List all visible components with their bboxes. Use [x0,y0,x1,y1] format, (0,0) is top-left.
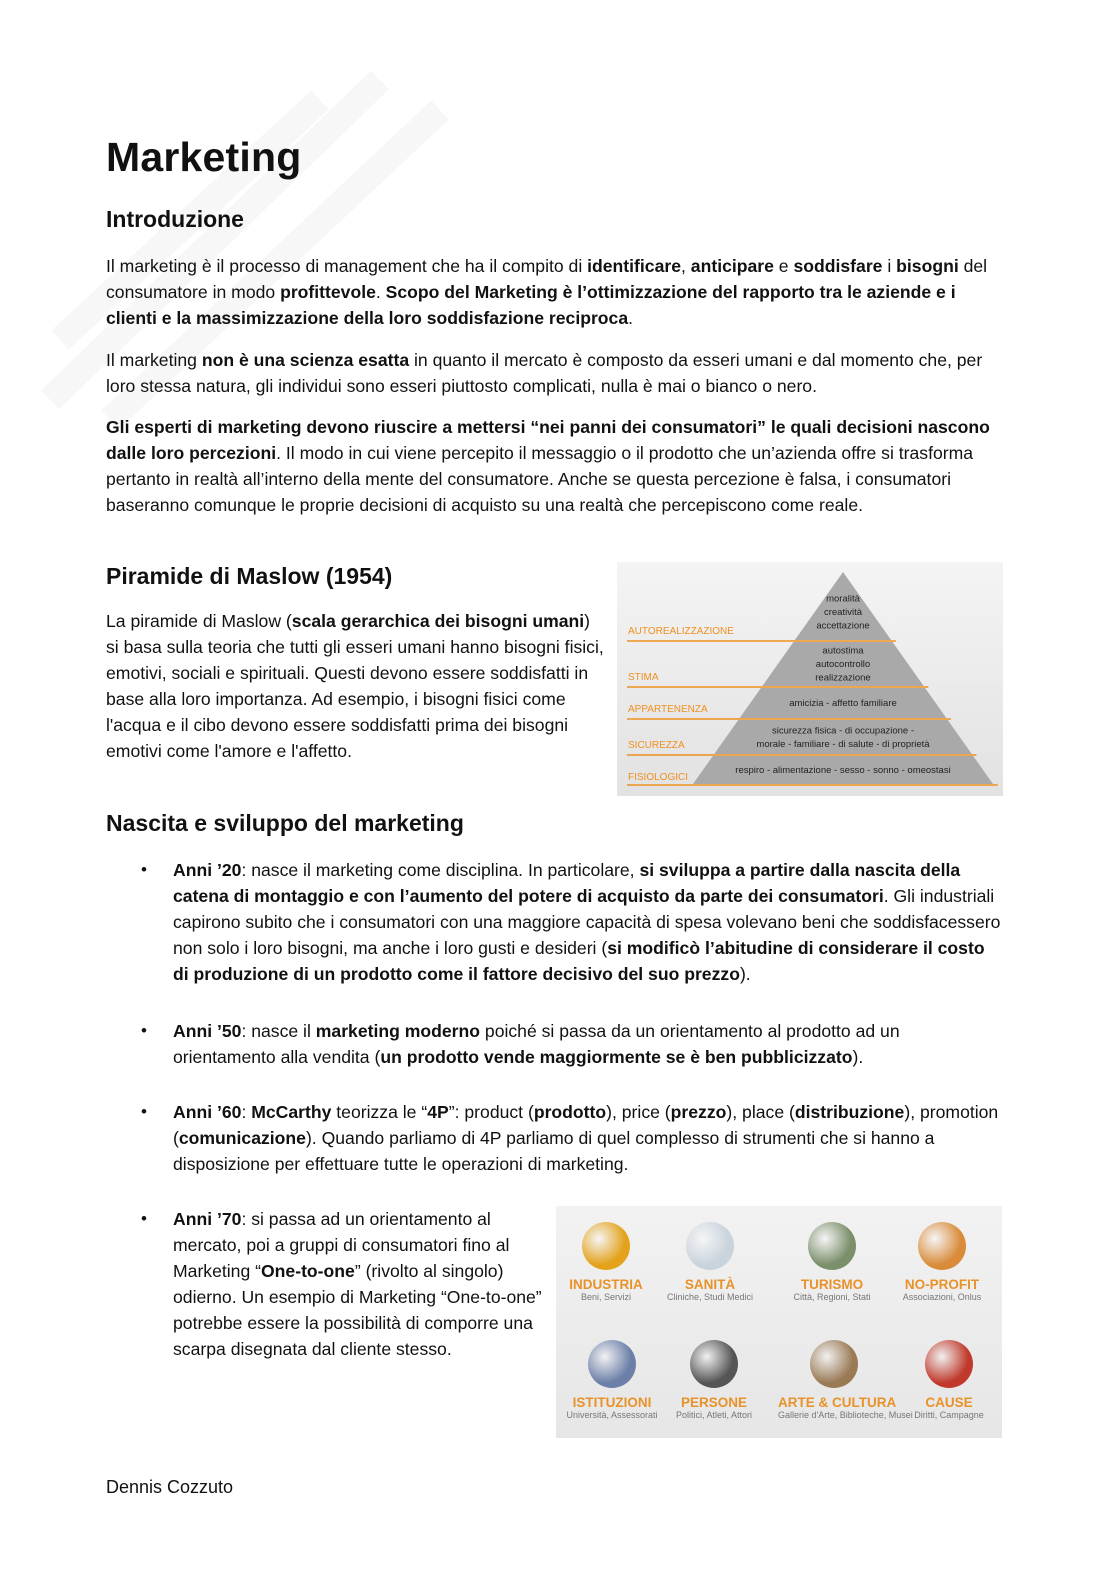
bold-text-run: si modificò l’abitudine di considerare il costo di produzione di un prodotto come il fattore decisivo del suo prezzo [173,938,985,984]
text-run: ). Quando parliamo di 4P parliamo di quel complesso di strumenti che si hanno a disposizione per effettuare tutte le operazioni di marketing. [173,1128,935,1174]
text-run: poiché si passa da un orientamento al prodotto ad un orientamento alla vendita ( [173,1021,900,1067]
bold-text-run: marketing moderno [315,1021,481,1041]
text-run: i [882,256,897,276]
pyramid-level-text: morale - familiare - di salute - di proprietà [756,738,930,750]
bold-text-run: Gli esperti di marketing devono riuscire a mettersi “nei panni dei consumatori” le quali decisioni nascono dalle loro percezioni [106,417,990,463]
footer-author: Dennis Cozzuto [106,1477,234,1497]
text-run: ), promotion ( [173,1102,999,1148]
list-item [141,1018,1001,1070]
text-run: del consumatore in modo [106,256,988,302]
rainbow-icon [925,1340,973,1388]
pyramid-level-text: realizzazione [815,672,871,684]
bold-text-run: prezzo [670,1102,727,1122]
sector-industria [550,1222,662,1303]
bold-text-run: profittevole [280,282,376,302]
bold-text-run: un prodotto vende maggiormente se è ben pubblicizzato [380,1047,853,1067]
list-item [141,1099,1001,1177]
sector-persone [658,1340,770,1421]
sector-subtitle: Beni, Servizi [580,1292,632,1302]
list-item [141,1206,543,1362]
text-run: Il marketing [106,350,202,370]
maslow-pyramid-figure [617,562,1003,796]
text-run: ). [739,964,751,984]
sector-subtitle: Cliniche, Studi Medici [666,1292,754,1302]
sector-subtitle: Associazioni, Onlus [902,1292,982,1302]
sector-name: ISTITUZIONI [572,1395,652,1410]
text-run: teorizza le “ [331,1102,428,1122]
list-item [141,857,1001,987]
text-run: : nasce il [241,1021,316,1041]
bold-text-run: 4P [427,1102,449,1122]
sector-name: INDUSTRIA [569,1277,643,1292]
flags-icon [588,1340,636,1388]
sector-subtitle: Gallerie d'Arte, Biblioteche, Musei [778,1410,913,1420]
bold-text-run: distribuzione [794,1102,905,1122]
bold-text-run: McCarthy [251,1102,332,1122]
pyramid-level-label: SICUREZZA [628,740,685,751]
sector-name: TURISMO [800,1277,864,1292]
bold-text-run: identificare [587,256,682,276]
sector-subtitle: Politici, Atleti, Attori [675,1410,753,1420]
text-run: e [773,256,794,276]
bold-text-run: bisogni [896,256,959,276]
marketing-sectors-figure [556,1206,1002,1438]
bold-text-run: soddisfare [793,256,883,276]
pyramid-level-label: FISIOLOGICI [628,772,689,783]
bold-text-run: Scopo del Marketing è l’ottimizzazione del rapporto tra le aziende e i clienti e la massimizzazione della loro soddisfazione reciproca [106,282,956,328]
text-run: ” (rivolto al singolo) odierno. Un esempio di Marketing “One-to-one” potrebbe essere la possibilità di comporre una scarpa disegnata dal cliente stesso. [173,1261,542,1359]
text-run: : [241,1102,252,1122]
pyramid-level-label: STIMA [628,672,659,683]
text-run: : nasce il marketing come disciplina. In particolare, [241,860,640,880]
bold-text-run: Anni ’50 [173,1021,242,1041]
sector-turismo [776,1222,888,1303]
text-run: ) si basa sulla teoria che tutti gli esseri umani hanno bisogni fisici, emotivi, sociali e spirituali. Questi devono essere soddisfatti in base alla loro importanza. Ad esempio, i bisogni fisici come l'acqua e il cibo devono essere soddisfatti prima dei bisogni emotivi come l'amore e l'affetto. [106,611,604,761]
sector-istituzioni [556,1340,668,1421]
bold-text-run: comunicazione [178,1128,306,1148]
bold-text-run: prodotto [533,1102,607,1122]
bullet-icon: • [141,1209,147,1228]
text-run: : si passa ad un orientamento al mercato, poi a gruppi di consumatori fino al Marketing “ [173,1209,510,1281]
factory-icon [582,1222,630,1270]
sector-subtitle: Università, Assessorati [566,1410,658,1420]
sector-arte-cultura [778,1340,913,1421]
pyramid-level-text: respiro - alimentazione - sesso - sonno - omeostasi [735,765,951,776]
pyramid-level-text: accettazione [816,620,870,632]
intro-paragraph-2 [106,347,1001,399]
text-run: Il marketing è il processo di management che ha il compito di [106,256,588,276]
maslow-paragraph [106,608,606,764]
intro-paragraph-1 [106,253,1001,331]
text-run: ), place ( [726,1102,795,1122]
person-icon [690,1340,738,1388]
sector-cause [893,1340,1005,1421]
pyramid-level-text: amicizia - affetto familiare [789,698,897,709]
text-run: . [375,282,386,302]
list-item-text [173,1102,998,1174]
sector-name: ARTE & CULTURA [778,1395,897,1410]
bold-text-run: Anni ’60 [173,1102,242,1122]
travel-icon [808,1222,856,1270]
maslow-pyramid [617,562,1003,796]
heading-maslow: Piramide di Maslow (1954) [106,563,393,589]
bold-text-run: One-to-one [261,1261,355,1281]
bold-text-run: non è una scienza esatta [201,350,410,370]
page-title: Marketing [106,134,302,180]
bullet-icon: • [141,1021,147,1040]
pyramid-level-text: moralità [826,593,860,605]
text-run: , [681,256,691,276]
intro-paragraph-3 [106,414,1001,518]
sector-sanita [654,1222,766,1303]
pyramid-level-text: creatività [823,607,863,618]
bold-text-run: scala gerarchica dei bisogni umani [291,611,585,631]
text-run: La piramide di Maslow ( [106,611,292,631]
pyramid-level-label: AUTOREALIZZAZIONE [628,626,734,637]
text-run: ). [852,1047,864,1067]
pyramid-level-text: autostima [822,645,864,657]
text-run: ”: product ( [448,1102,534,1122]
text-run: in quanto il mercato è composto da esseri umani e dal momento che, per loro stessa natura, gli individui sono esseri piuttosto complicati, nulla è mai o bianco o nero. [106,350,983,396]
bullet-icon: • [141,860,147,879]
pyramid-level-text: autocontrollo [815,659,871,670]
text-run: . [628,308,634,328]
sector-name: SANITÀ [684,1277,736,1292]
bullet-icon: • [141,1102,147,1121]
pyramid-level-text: sicurezza fisica - di occupazione - [771,725,915,737]
sector-no-profit [886,1222,998,1303]
pyramid-level-label: APPARTENENZA [628,704,708,715]
sector-name: CAUSE [925,1395,973,1410]
sector-subtitle: Diritti, Campagne [914,1410,984,1420]
medical-icon [686,1222,734,1270]
sector-name: PERSONE [680,1395,748,1410]
sector-subtitle: Città, Regioni, Stati [793,1292,871,1302]
people-icon [918,1222,966,1270]
text-run: . Il modo in cui viene percepito il messaggio o il prodotto che un’azienda offre si trasforma pertanto in realtà all’interno della mente del consumatore. Anche se questa percezione è falsa, i consumatori baseranno comunque le proprie decisioni di acquisto su una realtà che percepiscono come reale. [106,443,974,515]
text-run: ), price ( [606,1102,671,1122]
list-item-text [173,1021,900,1067]
text-run: . Gli industriali capirono subito che i consumatori con una maggiore capacità di spesa volevano beni che soddisfacessero non solo i loro bisogni, ma anche i loro gusti e desideri ( [173,886,1001,958]
sector-name: NO-PROFIT [904,1277,980,1292]
list-item-text [173,1209,542,1359]
bold-text-run: Anni ’20 [173,860,242,880]
bold-text-run: si sviluppa a partire dalla nascita della catena di montaggio e con l’aumento del potere di acquisto da parte dei consumatori [173,860,961,906]
list-item-text [173,860,1000,984]
heading-nascita: Nascita e sviluppo del marketing [106,810,464,836]
bold-text-run: anticipare [690,256,774,276]
heading-introduzione: Introduzione [106,206,244,232]
museum-icon [810,1340,858,1388]
bold-text-run: Anni ’70 [173,1209,242,1229]
